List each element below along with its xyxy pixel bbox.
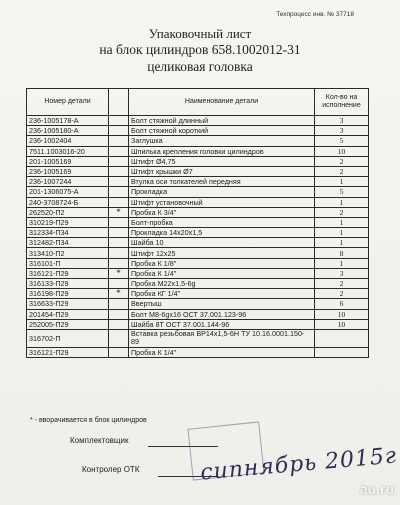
part-name-cell: Штифт крышки Ø7 [129,166,315,176]
quantity-cell: 1 [315,177,369,187]
part-name-cell: Болт стяжной длинный [129,116,315,126]
part-number-cell: 7511.1003016-20 [27,146,109,156]
quantity-cell: 6 [315,299,369,309]
asterisk-mark-cell [109,347,129,357]
table-row [27,347,369,357]
asterisk-mark-cell [109,319,129,329]
table-row [27,146,369,156]
quantity-cell: 8 [315,248,369,258]
table-row [27,309,369,319]
part-name-cell: Болт стяжной короткий [129,126,315,136]
table-row [27,319,369,329]
part-name-cell: Шайба 8Т ОСТ 37.001.144-96 [129,319,315,329]
asterisk-mark-cell: * [109,268,129,278]
quantity-cell: 2 [315,279,369,289]
part-number-cell: 201454-П29 [27,309,109,319]
quantity-cell: 5 [315,136,369,146]
table-row [27,217,369,227]
part-name-cell: Заглушка [129,136,315,146]
asterisk-mark-cell [109,166,129,176]
table-row [27,329,369,347]
quantity-cell: 2 [315,166,369,176]
part-number-cell: 236-1005180-А [27,126,109,136]
part-number-cell: 312482-П34 [27,238,109,248]
quantity-cell: 2 [315,289,369,299]
asterisk-mark-cell [109,248,129,258]
asterisk-mark-cell [109,197,129,207]
table-row [27,156,369,166]
part-number-cell: 236-1002404 [27,136,109,146]
asterisk-mark-cell [109,228,129,238]
quantity-cell: 10 [315,146,369,156]
column-header-qty: Кол-во на исполнение [315,89,369,116]
part-name-cell: Пробка М22х1,5-6g [129,279,315,289]
table-row [27,279,369,289]
part-number-cell: 316101-П [27,258,109,268]
asterisk-mark-cell [109,187,129,197]
quantity-cell: 3 [315,268,369,278]
asterisk-mark-cell [109,116,129,126]
part-number-cell: 316198-П29 [27,289,109,299]
document-subtitle-variant: целиковая головка [147,59,253,74]
quantity-cell [315,347,369,357]
parts-table [26,88,369,358]
part-number-cell: 310219-П29 [27,217,109,227]
column-header-mark [109,89,129,116]
part-number-cell: 236-1005169 [27,166,109,176]
table-row [27,187,369,197]
asterisk-mark-cell [109,329,129,347]
part-number-cell: 312334-П34 [27,228,109,238]
part-number-cell: 240-3708724-Б [27,197,109,207]
part-number-cell: 236-1005178-А [27,116,109,126]
part-number-cell: 316121-П29 [27,347,109,357]
asterisk-mark-cell [109,238,129,248]
part-number-cell: 252005-П29 [27,319,109,329]
asterisk-mark-cell [109,177,129,187]
asterisk-mark-cell [109,217,129,227]
asterisk-mark-cell [109,136,129,146]
quantity-cell: 3 [315,126,369,136]
quantity-cell: 10 [315,309,369,319]
part-name-cell: Шпилька крепления головки цилиндров [129,146,315,156]
part-name-cell: Пробка К 1/8" [129,258,315,268]
table-row [27,248,369,258]
quantity-cell [315,329,369,347]
part-name-cell: Пробка К 3/4" [129,207,315,217]
table-header-row [27,89,369,116]
asterisk-mark-cell [109,146,129,156]
part-name-cell: Прокладка [129,187,315,197]
part-number-cell: 316633-П29 [27,299,109,309]
quantity-cell: 1 [315,217,369,227]
asterisk-mark-cell [109,299,129,309]
part-number-cell: 313410-П2 [27,248,109,258]
handwritten-date: сипнябрь 2015г [199,443,399,486]
table-row [27,228,369,238]
table-row [27,207,369,217]
part-name-cell: Пробка КГ 1/4" [129,289,315,299]
part-name-cell: Болт-пробка [129,217,315,227]
part-name-cell: Пробка К 1/4" [129,268,315,278]
part-number-cell: 201-1306075-А [27,187,109,197]
part-name-cell: Прокладка 14х20х1,5 [129,228,315,238]
table-row [27,258,369,268]
techprocess-number: Техпроцесс инв. № 37718 [276,11,354,18]
quantity-cell: 10 [315,319,369,329]
part-number-cell: 262520-П2 [27,207,109,217]
table-row [27,268,369,278]
table-row [27,299,369,309]
table-row [27,136,369,146]
asterisk-mark-cell: * [109,289,129,299]
part-name-cell: Пробка К 1/4" [129,347,315,357]
table-row [27,197,369,207]
table-row [27,238,369,248]
part-name-cell: Втулка оси толкателей передняя [129,177,315,187]
asterisk-mark-cell: * [109,207,129,217]
asterisk-mark-cell [109,309,129,319]
watermark-logo: au.ru [359,481,394,497]
part-number-cell: 316121-П29 [27,268,109,278]
column-header-number: Номер детали [27,89,109,116]
asterisk-mark-cell [109,126,129,136]
part-number-cell: 201-1005169 [27,156,109,166]
part-number-cell: 236-1007244 [27,177,109,187]
asterisk-mark-cell [109,156,129,166]
part-name-cell: Штифт 12х25 [129,248,315,258]
part-name-cell: Шайба 10 [129,238,315,248]
quantity-cell: 2 [315,207,369,217]
document-subtitle: на блок цилиндров 658.1002012-31 [99,42,301,57]
quantity-cell: 1 [315,228,369,238]
asterisk-mark-cell [109,258,129,268]
parts-table-body [27,116,369,358]
quantity-cell: 1 [315,238,369,248]
quantity-cell: 1 [315,197,369,207]
part-number-cell: 316133-П29 [27,279,109,289]
part-name-cell: Вставка резьбовая ВР14х1,5-6Н ТУ 10.16.0001.150-89 [129,329,315,347]
part-name-cell: Болт М8-6gх16 ОСТ 37.001.123-96 [129,309,315,319]
part-name-cell: Ввертыш [129,299,315,309]
part-name-cell: Штифт Ø4,75 [129,156,315,166]
packer-label: Комплектовщик [70,436,129,445]
table-row [27,126,369,136]
column-header-name: Наименование детали [129,89,315,116]
table-row [27,177,369,187]
quantity-cell: 3 [315,116,369,126]
asterisk-mark-cell [109,279,129,289]
quantity-cell: 1 [315,258,369,268]
quantity-cell: 5 [315,187,369,197]
part-name-cell: Штифт установочный [129,197,315,207]
otk-label: Контролер ОТК [82,465,140,474]
table-row [27,166,369,176]
part-number-cell: 316702-П [27,329,109,347]
table-row [27,289,369,299]
quantity-cell: 2 [315,156,369,166]
table-row [27,116,369,126]
document-title: Упаковочный лист [148,26,252,41]
footnote: * - вворачивается в блок цилиндров [30,417,147,424]
